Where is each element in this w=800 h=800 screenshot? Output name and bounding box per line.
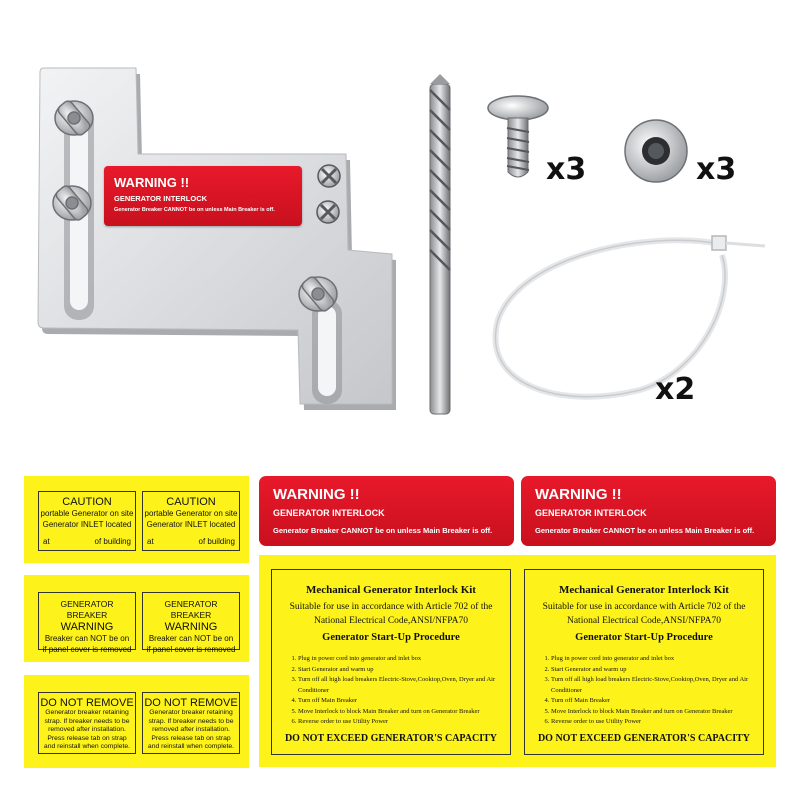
red-warning-label <box>259 476 514 546</box>
instruction-title: Mechanical Generator Interlock Kit <box>559 584 729 596</box>
caution-line-3a: at <box>43 537 50 546</box>
caution-line-3a: at <box>147 537 154 546</box>
procedure-step: 6. Reverse order to use Utility Power <box>551 717 761 728</box>
red-warning-title: WARNING !! <box>273 486 360 503</box>
caution-line-3b: of building <box>94 537 131 546</box>
procedure-step: 5. Move Interlock to block Main Breaker and turn on Generator Breaker <box>298 707 508 718</box>
caution-heading: CAUTION <box>62 496 112 508</box>
breaker-heading: GENERATOR BREAKER <box>164 599 218 620</box>
red-warning-label <box>521 476 776 546</box>
red-warning-body: Generator Breaker CANNOT be on unless Main Breaker is off. <box>535 526 755 535</box>
caution-line-3b: of building <box>198 537 235 546</box>
caution-line-2: Generator INLET located <box>146 520 236 529</box>
plate-warning-sticker <box>104 166 302 226</box>
red-warning-title: WARNING !! <box>535 486 622 503</box>
caution-line-1: portable Generator on site <box>144 509 238 518</box>
plate-warning-title: WARNING !! <box>114 175 190 190</box>
caution-label <box>38 491 136 551</box>
procedure-step: 3. Turn off all high load breakers Electric-Stove,Cooktop,Oven, Dryer and Air Conditioner <box>298 675 508 696</box>
red-warning-subtitle: GENERATOR INTERLOCK <box>273 508 385 518</box>
caution-label-sheet <box>24 476 249 563</box>
instruction-title: Mechanical Generator Interlock Kit <box>306 584 476 596</box>
procedure-heading: Generator Start-Up Procedure <box>322 632 460 643</box>
red-warning-subtitle: GENERATOR INTERLOCK <box>535 508 647 518</box>
truss-screw <box>488 96 548 177</box>
breaker-line-3: if panel cover is removed <box>42 645 132 654</box>
remove-body: Generator breaker retaining strap. If breaker needs to be removed after installation. Press release tab on strap and reinstall when complete. <box>43 709 131 750</box>
procedure-step: 4. Turn off Main Breaker <box>298 696 508 707</box>
procedure-step: 2. Start Generator and warm up <box>298 665 508 676</box>
caution-label <box>142 491 240 551</box>
plate-warning-subtitle: GENERATOR INTERLOCK <box>114 194 208 203</box>
drill-bit <box>430 74 450 414</box>
procedure-step: 1. Plug in power cord into generator and inlet box <box>298 654 508 665</box>
remove-label <box>142 692 240 754</box>
breaker-label <box>38 592 136 654</box>
breaker-label <box>142 592 240 654</box>
procedure-heading: Generator Start-Up Procedure <box>575 632 713 643</box>
capacity-warning: DO NOT EXCEED GENERATOR'S CAPACITY <box>284 733 498 744</box>
procedure-step: 4. Turn off Main Breaker <box>551 696 761 707</box>
breaker-line-1: WARNING <box>164 621 218 633</box>
procedure-step: 2. Start Generator and warm up <box>551 665 761 676</box>
instruction-label-sheet <box>259 555 776 767</box>
breaker-line-1: WARNING <box>60 621 114 633</box>
instruction-card <box>271 569 511 755</box>
knurled-nut <box>625 120 687 182</box>
breaker-line-2: Breaker can NOT be on <box>44 634 130 643</box>
remove-body: Generator breaker retaining strap. If breaker needs to be removed after installation. Press release tab on strap and reinstall when complete. <box>147 709 235 750</box>
remove-label <box>38 692 136 754</box>
caution-line-2: Generator INLET located <box>42 520 132 529</box>
plate-warning-body: Generator Breaker CANNOT be on unless Main Breaker is off. <box>114 207 275 213</box>
remove-heading: DO NOT REMOVE <box>144 697 238 709</box>
remove-label-sheet <box>24 675 249 768</box>
procedure-steps <box>282 654 508 728</box>
red-warning-body: Generator Breaker CANNOT be on unless Main Breaker is off. <box>273 526 493 535</box>
nut-quantity: x3 <box>696 152 737 187</box>
screw-quantity: x3 <box>546 152 587 187</box>
breaker-line-2: Breaker can NOT be on <box>148 634 234 643</box>
procedure-step: 6. Reverse order to use Utility Power <box>298 717 508 728</box>
procedure-step: 3. Turn off all high load breakers Electric-Stove,Cooktop,Oven, Dryer and Air Conditioner <box>551 675 761 696</box>
instruction-line-1: Suitable for use in accordance with Article 702 of the <box>289 602 493 612</box>
cable-tie <box>495 236 765 397</box>
procedure-step: 1. Plug in power cord into generator and inlet box <box>551 654 761 665</box>
instruction-card <box>524 569 764 755</box>
caution-heading: CAUTION <box>166 496 216 508</box>
procedure-steps <box>535 654 761 728</box>
instruction-line-1: Suitable for use in accordance with Article 702 of the <box>542 602 746 612</box>
capacity-warning: DO NOT EXCEED GENERATOR'S CAPACITY <box>537 733 751 744</box>
procedure-step: 5. Move Interlock to block Main Breaker and turn on Generator Breaker <box>551 707 761 718</box>
instruction-line-2: National Electrical Code,ANSI/NFPA70 <box>313 616 468 626</box>
caution-line-1: portable Generator on site <box>40 509 134 518</box>
instruction-line-2: National Electrical Code,ANSI/NFPA70 <box>566 616 721 626</box>
breaker-label-sheet <box>24 575 249 662</box>
remove-heading: DO NOT REMOVE <box>40 697 134 709</box>
breaker-heading: GENERATOR BREAKER <box>60 599 114 620</box>
breaker-line-3: if panel cover is removed <box>146 645 236 654</box>
tie-quantity: x2 <box>655 372 696 407</box>
